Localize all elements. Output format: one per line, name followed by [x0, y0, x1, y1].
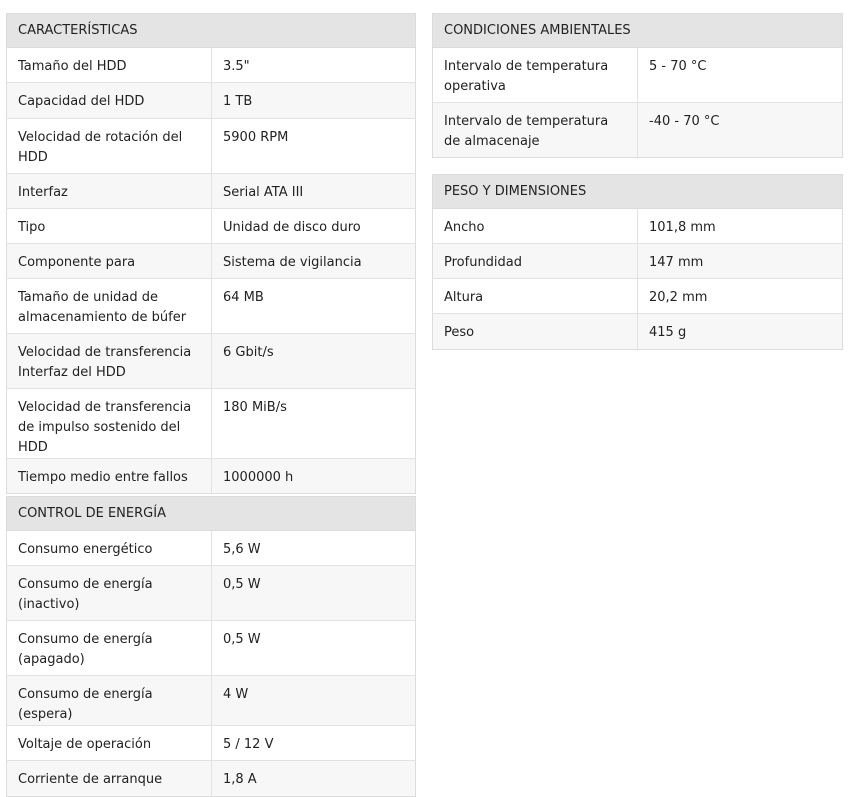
table-row	[7, 726, 416, 761]
spec-value: 0,5 W	[212, 621, 416, 676]
spec-value: -40 - 70 °C	[638, 103, 843, 158]
spec-label: Corriente de arranque	[7, 761, 212, 797]
spec-label: Profundidad	[433, 244, 638, 279]
spec-label: Intervalo de temperatura de almacenaje	[433, 103, 638, 158]
spec-label: Componente para	[7, 244, 212, 279]
spec-value: 4 W	[212, 676, 416, 726]
peso-dimensiones-table	[432, 174, 843, 350]
table-row	[433, 279, 843, 314]
table-row	[7, 83, 416, 119]
spec-value: Unidad de disco duro	[212, 209, 416, 244]
table-row	[7, 459, 416, 494]
table-row	[433, 244, 843, 279]
spec-label: Consumo de energía (inactivo)	[7, 566, 212, 621]
condiciones-ambientales-table	[432, 13, 843, 158]
spec-value: 1000000 h	[212, 459, 416, 494]
table-row	[7, 174, 416, 209]
spec-value: 20,2 mm	[638, 279, 843, 314]
spec-label: Velocidad de transferencia Interfaz del HDD	[7, 334, 212, 389]
spec-label: Peso	[433, 314, 638, 350]
table-row	[7, 389, 416, 459]
table-row	[7, 119, 416, 174]
spec-value: Sistema de vigilancia	[212, 244, 416, 279]
table-row	[433, 314, 843, 350]
spec-label: Consumo de energía (espera)	[7, 676, 212, 726]
condiciones-ambientales-heading: CONDICIONES AMBIENTALES	[433, 14, 843, 48]
peso-dimensiones-heading: PESO Y DIMENSIONES	[433, 175, 843, 209]
table-row	[433, 209, 843, 244]
spec-label: Altura	[433, 279, 638, 314]
table-row	[7, 566, 416, 621]
spec-value: Serial ATA III	[212, 174, 416, 209]
spec-value: 6 Gbit/s	[212, 334, 416, 389]
spec-label: Tipo	[7, 209, 212, 244]
table-row	[433, 48, 843, 103]
spec-label: Voltaje de operación	[7, 726, 212, 761]
table-row	[7, 621, 416, 676]
table-row	[7, 676, 416, 726]
spec-value: 64 MB	[212, 279, 416, 334]
spec-label: Capacidad del HDD	[7, 83, 212, 119]
spec-label: Tamaño del HDD	[7, 48, 212, 83]
spec-value: 147 mm	[638, 244, 843, 279]
spec-label: Velocidad de transferencia de impulso sostenido del HDD	[7, 389, 212, 459]
spec-label: Tamaño de unidad de almacenamiento de búfer	[7, 279, 212, 334]
spec-value: 101,8 mm	[638, 209, 843, 244]
control-energia-heading: CONTROL DE ENERGÍA	[7, 497, 416, 531]
spec-value: 1,8 A	[212, 761, 416, 797]
table-row	[7, 279, 416, 334]
spec-value: 5,6 W	[212, 531, 416, 566]
spec-label: Ancho	[433, 209, 638, 244]
spec-value: 5 / 12 V	[212, 726, 416, 761]
spec-value: 0,5 W	[212, 566, 416, 621]
table-row	[7, 334, 416, 389]
table-row	[7, 761, 416, 797]
spec-label: Consumo de energía (apagado)	[7, 621, 212, 676]
caracteristicas-heading: CARACTERÍSTICAS	[7, 14, 416, 48]
table-row	[433, 103, 843, 158]
table-row	[7, 48, 416, 83]
spec-label: Consumo energético	[7, 531, 212, 566]
spec-value: 415 g	[638, 314, 843, 350]
spec-value: 5 - 70 °C	[638, 48, 843, 103]
spec-label: Intervalo de temperatura operativa	[433, 48, 638, 103]
table-row	[7, 244, 416, 279]
caracteristicas-table	[6, 13, 416, 494]
table-row	[7, 531, 416, 566]
spec-value: 3.5"	[212, 48, 416, 83]
spec-value: 180 MiB/s	[212, 389, 416, 459]
spec-value: 1 TB	[212, 83, 416, 119]
spec-value: 5900 RPM	[212, 119, 416, 174]
spec-label: Interfaz	[7, 174, 212, 209]
control-energia-table	[6, 496, 416, 797]
spec-label: Velocidad de rotación del HDD	[7, 119, 212, 174]
spec-label: Tiempo medio entre fallos	[7, 459, 212, 494]
table-row	[7, 209, 416, 244]
